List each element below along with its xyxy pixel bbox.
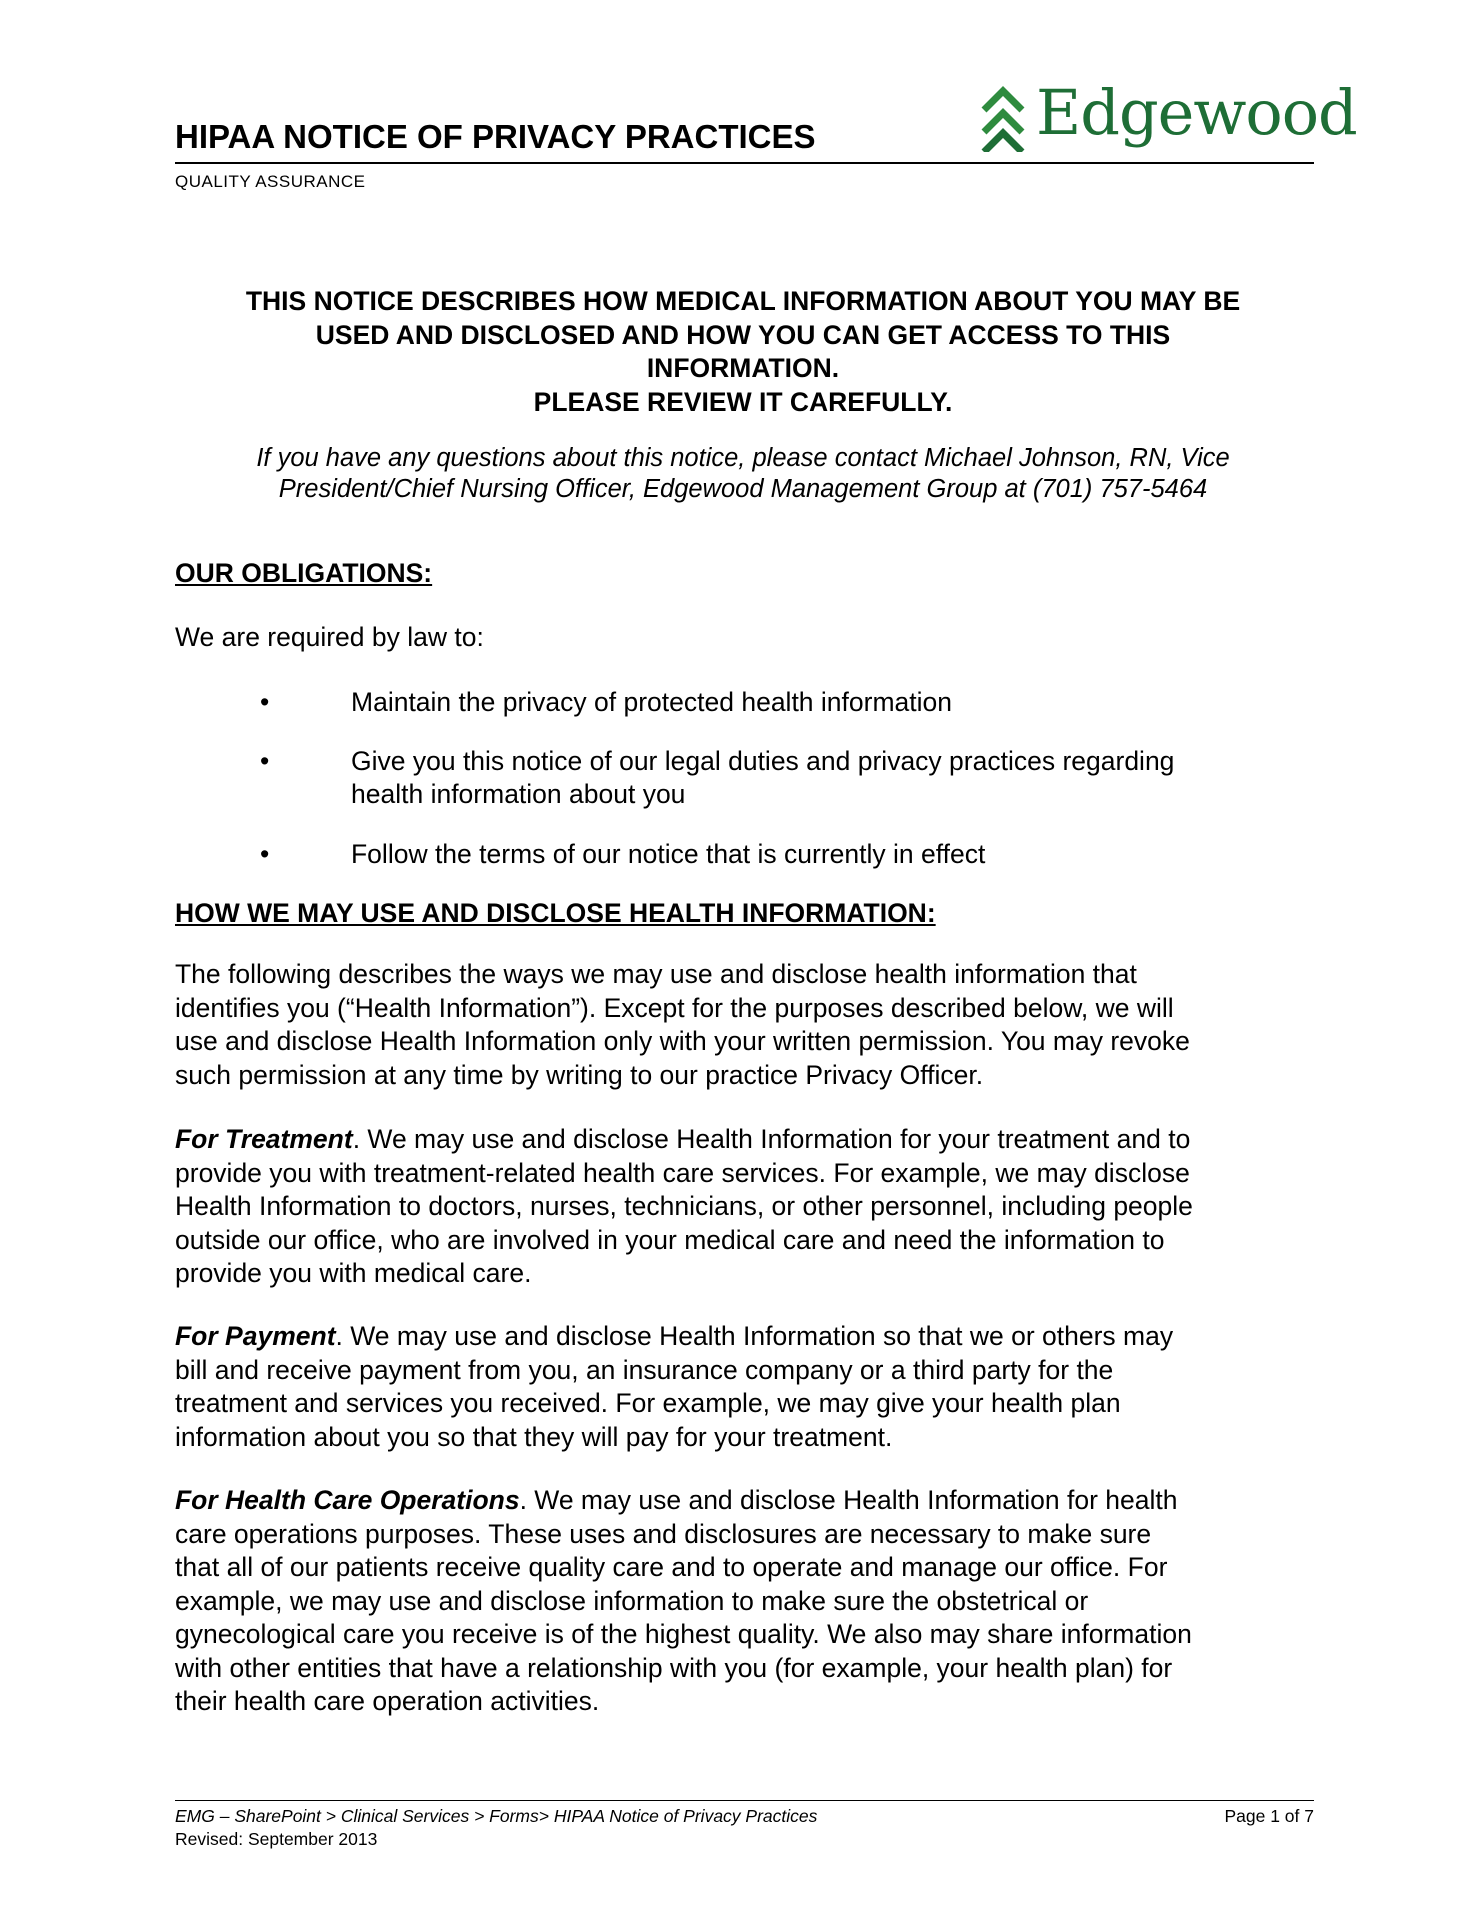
bullet-text: Follow the terms of our notice that is currently in effect xyxy=(351,839,986,869)
paragraph-line: information about you so that they will pay for your treatment. xyxy=(175,1421,893,1452)
bullet-icon: • xyxy=(260,839,270,869)
paragraph-line: with other entities that have a relationship with you (for example, your health plan) for xyxy=(175,1652,1173,1683)
paragraph-line xyxy=(175,1320,1315,1354)
paragraph-line: their health care operation activities. xyxy=(175,1686,600,1716)
paragraph-line: Health Information to doctors, nurses, technicians, or other personnel, including people xyxy=(175,1191,1193,1221)
chevron-up-logo-icon xyxy=(978,74,1028,152)
paragraph-line: use and disclose Health Information only with your written permission. You may revoke xyxy=(175,1026,1190,1056)
banner-line: THIS NOTICE DESCRIBES HOW MEDICAL INFORMATION ABOUT YOU MAY BE xyxy=(245,286,1241,316)
uses-intro-paragraph xyxy=(175,958,1315,1092)
document-title: HIPAA NOTICE OF PRIVACY PRACTICES xyxy=(175,118,816,155)
paragraph-text: . We may use and disclose Health Information for health xyxy=(519,1485,1178,1515)
banner-line: INFORMATION. xyxy=(646,353,840,383)
bullet-text: health information about you xyxy=(351,779,686,809)
operations-paragraph xyxy=(175,1484,1315,1719)
paragraph-line xyxy=(175,1123,1315,1157)
footer-document-path: EMG – SharePoint > Clinical Services > Forms> HIPAA Notice of Privacy Practices xyxy=(175,1806,818,1826)
header-divider xyxy=(175,162,1314,164)
bullet-icon: • xyxy=(260,746,270,776)
bullet-text: Give you this notice of our legal duties and privacy practices regarding xyxy=(351,746,1175,776)
payment-paragraph xyxy=(175,1320,1315,1454)
paragraph-text: . We may use and disclose Health Information for your treatment and to xyxy=(352,1124,1191,1154)
paragraph-line: such permission at any time by writing to our practice Privacy Officer. xyxy=(175,1059,984,1090)
notice-banner xyxy=(175,285,1311,419)
paragraph-line: provide you with medical care. xyxy=(175,1258,532,1288)
paragraph-line xyxy=(175,1484,1315,1518)
banner-line: USED AND DISCLOSED AND HOW YOU CAN GET ACCESS TO THIS xyxy=(315,319,1171,350)
paragraph-line: identifies you (“Health Information”). Except for the purposes described below, we will xyxy=(175,992,1174,1023)
edgewood-logo xyxy=(978,68,1357,158)
paragraph-line: We are required by law to: xyxy=(175,622,484,652)
paragraph-line: care operations purposes. These uses and disclosures are necessary to make sure xyxy=(175,1518,1152,1549)
footer-revised-date: Revised: September 2013 xyxy=(175,1829,378,1849)
logo-wordmark: Edgewood xyxy=(1036,76,1357,149)
paragraph-line: bill and receive payment from you, an insurance company or a third party for the xyxy=(175,1354,1114,1385)
paragraph-line: The following describes the ways we may use and disclose health information that xyxy=(175,959,1137,989)
contact-line: If you have any questions about this notice, please contact Michael Johnson, RN, Vice xyxy=(256,444,1230,472)
paragraph-lead: For Payment xyxy=(175,1321,336,1351)
contact-note xyxy=(175,443,1311,504)
contact-line: President/Chief Nursing Officer, Edgewood Management Group at (701) 757-5464 xyxy=(278,474,1208,503)
paragraph-line: gynecological care you receive is of the highest quality. We also may share information xyxy=(175,1619,1192,1649)
paragraph-line: provide you with treatment-related health care services. For example, we may disclose xyxy=(175,1157,1190,1188)
document-subtitle: QUALITY ASSURANCE xyxy=(175,172,366,191)
paragraph-line: that all of our patients receive quality care and to operate and manage our office. For xyxy=(175,1552,1168,1582)
uses-heading: HOW WE MAY USE AND DISCLOSE HEALTH INFORMATION: xyxy=(175,898,936,928)
obligations-heading: OUR OBLIGATIONS: xyxy=(175,558,433,588)
paragraph-line: treatment and services you received. For example, we may give your health plan xyxy=(175,1388,1121,1418)
paragraph-lead: For Treatment xyxy=(175,1124,353,1154)
footer-page-number: Page 1 of 7 xyxy=(1224,1806,1314,1826)
paragraph-line: example, we may use and disclose information to make sure the obstetrical or xyxy=(175,1585,1089,1616)
banner-line: PLEASE REVIEW IT CAREFULLY. xyxy=(533,386,953,417)
obligations-intro xyxy=(175,621,1315,655)
bullet-text: Maintain the privacy of protected health information xyxy=(351,687,952,717)
paragraph-line: outside our office, who are involved in your medical care and need the information to xyxy=(175,1224,1165,1255)
footer-divider xyxy=(175,1800,1314,1801)
paragraph-text: . We may use and disclose Health Information so that we or others may xyxy=(335,1321,1174,1351)
paragraph-lead: For Health Care Operations xyxy=(175,1485,520,1515)
bullet-icon: • xyxy=(260,687,270,717)
treatment-paragraph xyxy=(175,1123,1315,1291)
